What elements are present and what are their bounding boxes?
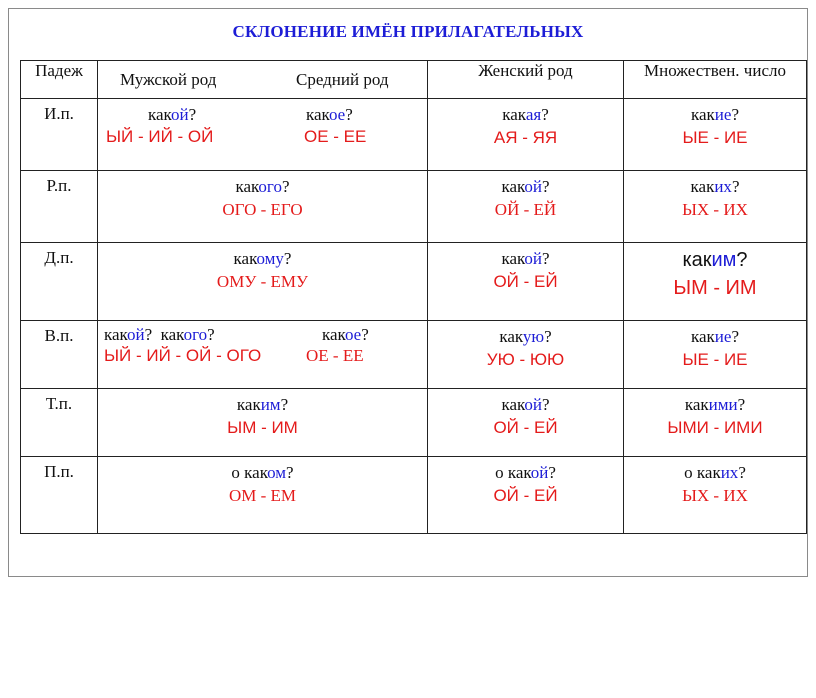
header-feminine <box>428 61 624 99</box>
table-row <box>21 243 807 321</box>
declension-table <box>20 60 807 534</box>
feminine-cell <box>428 99 624 171</box>
case-label: Д.п. <box>44 248 74 267</box>
mn-question: какому? <box>233 249 292 268</box>
header-feminine-label: Женский род <box>478 61 573 80</box>
case-cell <box>21 389 98 457</box>
mn-question: какого? <box>235 177 290 196</box>
fem-endings: АЯ - ЯЯ <box>493 128 558 147</box>
feminine-cell <box>428 321 624 389</box>
pl-question: какими? <box>684 395 746 414</box>
mn-endings: ЫМ - ИМ <box>227 418 298 437</box>
masc-endings: ЫЙ - ИЙ - ОЙ <box>106 127 214 146</box>
header-masculine: Мужской род <box>120 70 217 89</box>
fem-question: какая? <box>502 105 549 124</box>
masc-neut-cell <box>98 99 428 171</box>
mn-question: каким? <box>236 395 289 414</box>
pl-endings: ЫМИ - ИМИ <box>667 418 763 437</box>
fem-endings: ОЙ - ЕЙ <box>493 272 558 291</box>
case-cell <box>21 171 98 243</box>
pl-question: о каких? <box>684 463 746 482</box>
masc-neut-cell <box>98 389 428 457</box>
case-label: Р.п. <box>46 176 72 195</box>
plural-cell <box>624 99 807 171</box>
pl-question: какие? <box>690 105 739 124</box>
case-label: Т.п. <box>45 394 73 413</box>
table-row <box>21 389 807 457</box>
neut-endings: ОЕ - ЕЕ <box>304 127 367 146</box>
masc-question: какой? какого? <box>104 325 215 344</box>
neut-question: какое? <box>306 105 353 124</box>
fem-endings: УЮ - ЮЮ <box>486 350 565 369</box>
neut-endings: ОЕ - ЕЕ <box>306 346 364 365</box>
mn-endings: ОМУ - ЕМУ <box>216 272 309 291</box>
case-label: П.п. <box>44 462 74 481</box>
feminine-cell <box>428 243 624 321</box>
table-header-row <box>21 61 807 99</box>
fem-question: какую? <box>499 327 552 346</box>
pl-endings: ЫХ - ИХ <box>682 200 748 219</box>
header-neuter: Средний род <box>296 70 389 89</box>
case-cell <box>21 321 98 389</box>
pl-question: каких? <box>690 177 740 196</box>
mn-question: о каком? <box>231 463 294 482</box>
mn-endings: ОМ - ЕМ <box>228 486 297 505</box>
masc-endings: ЫЙ - ИЙ - ОЙ - ОГО <box>104 346 262 365</box>
table-row <box>21 99 807 171</box>
plural-cell <box>624 171 807 243</box>
header-masc-neut <box>98 61 428 99</box>
fem-question: о какой? <box>495 463 556 482</box>
plural-cell <box>624 321 807 389</box>
neut-question: какое? <box>322 325 369 344</box>
pl-question: каким? <box>682 249 748 271</box>
masc-neut-cell <box>98 171 428 243</box>
fem-question: какой? <box>501 177 550 196</box>
masc-question: какой? <box>148 105 197 124</box>
fem-question: какой? <box>501 249 550 268</box>
fem-endings: ОЙ - ЕЙ <box>493 418 558 437</box>
feminine-cell <box>428 171 624 243</box>
masc-neut-cell <box>98 457 428 534</box>
pl-question: какие? <box>690 327 739 346</box>
header-plural <box>624 61 807 99</box>
case-label: И.п. <box>44 104 74 123</box>
pl-endings: ЫЕ - ИЕ <box>682 350 748 369</box>
pl-endings: ЫЕ - ИЕ <box>682 128 748 147</box>
plural-cell <box>624 389 807 457</box>
pl-endings: ЫМ - ИМ <box>673 277 757 299</box>
plural-cell <box>624 457 807 534</box>
table-row <box>21 457 807 534</box>
case-cell <box>21 243 98 321</box>
header-case <box>21 61 98 99</box>
table-row <box>21 171 807 243</box>
feminine-cell <box>428 389 624 457</box>
case-cell <box>21 457 98 534</box>
plural-cell <box>624 243 807 321</box>
table-row <box>21 321 807 389</box>
fem-endings: ОЙ - ЕЙ <box>493 486 558 505</box>
fem-question: какой? <box>501 395 550 414</box>
mn-endings: ОГО - ЕГО <box>222 200 303 219</box>
masc-neut-cell <box>98 243 428 321</box>
header-case-label: Падеж <box>35 61 83 80</box>
case-label: В.п. <box>44 326 74 345</box>
fem-endings: ОЙ - ЕЙ <box>494 200 557 219</box>
case-cell <box>21 99 98 171</box>
pl-endings: ЫХ - ИХ <box>682 486 748 505</box>
masc-neut-cell <box>98 321 428 389</box>
page-title: СКЛОНЕНИЕ ИМЁН ПРИЛАГАТЕЛЬНЫХ <box>232 22 584 41</box>
header-plural-label: Множествен. число <box>643 61 786 80</box>
feminine-cell <box>428 457 624 534</box>
